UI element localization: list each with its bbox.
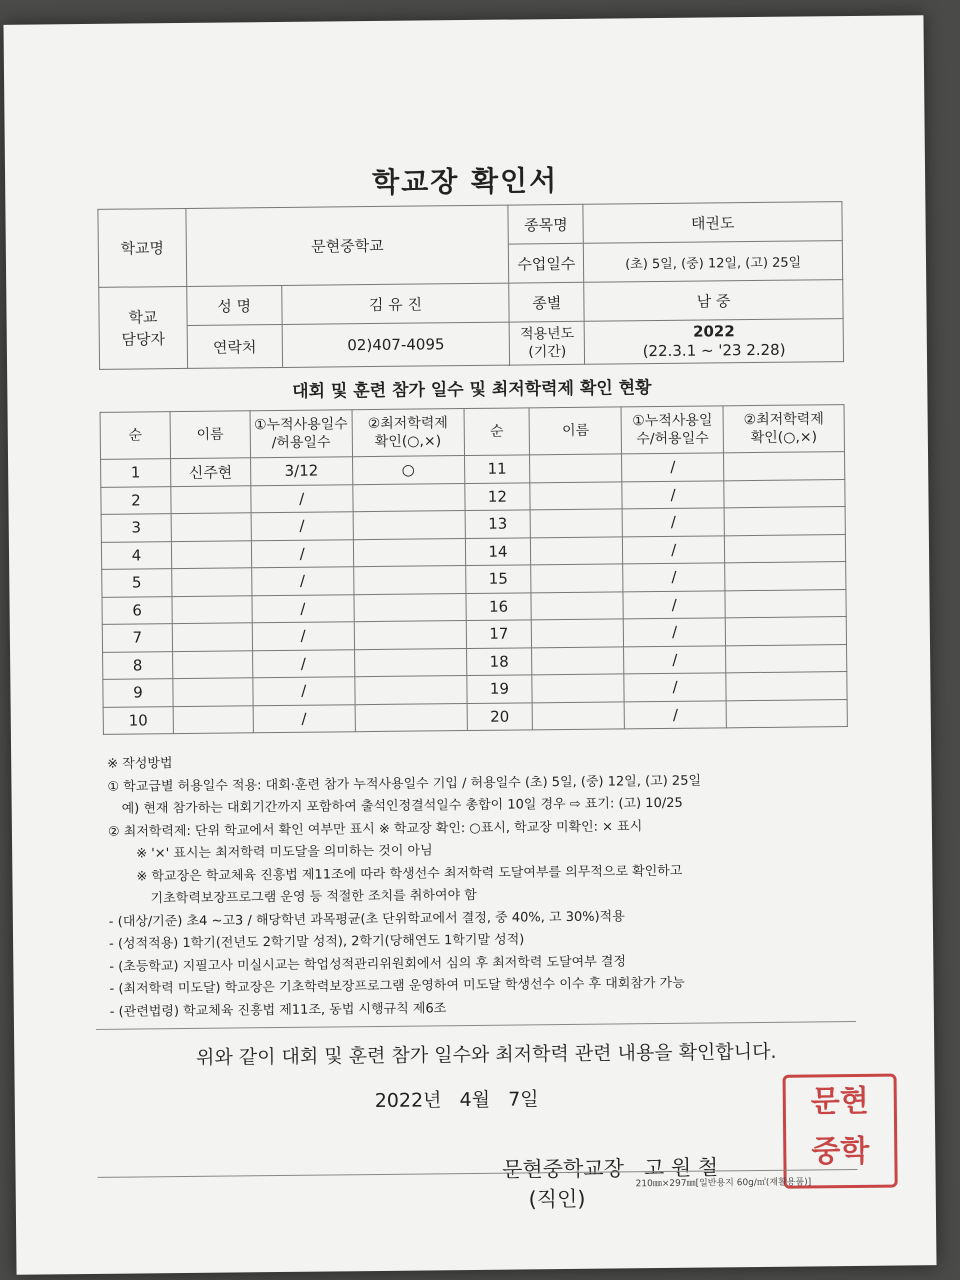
achievement-check (724, 534, 845, 563)
notes-heading: ※ 작성방법 (107, 756, 173, 772)
roster-header-cell: 이름 (170, 411, 250, 459)
days-used: / (624, 673, 726, 702)
student-name (530, 481, 622, 509)
student-name (172, 623, 252, 651)
school-info-table (97, 201, 844, 370)
achievement-check (724, 507, 845, 536)
achievement-check (726, 644, 847, 673)
row-number: 13 (465, 510, 531, 538)
contact-label: 연락처 (187, 324, 282, 368)
row-number: 5 (102, 569, 172, 597)
student-name (532, 619, 624, 647)
official-seal-stamp: 문현 중학 (783, 1074, 898, 1189)
student-name (532, 674, 624, 702)
row-number: 7 (102, 624, 172, 652)
instructions (107, 746, 870, 1024)
days-used: / (622, 508, 724, 537)
note-2: ② 최저학력제: 단위 학교에서 확인 여부만 표시 ※ 학교장 확인: ○표시, 학교장 미확인: × 표시 (107, 818, 643, 840)
note-2a: ※ '×' 표시는 최저학력 미도달을 의미하는 것이 아님 (136, 843, 433, 862)
row-number: 12 (464, 482, 530, 510)
roster-header-cell: ①누적사용일 수/허용일수 (621, 406, 723, 454)
achievement-check (355, 703, 467, 732)
row-number: 9 (103, 679, 173, 707)
contact-value: 02)407-4095 (282, 322, 510, 367)
school-label: 학교명 (98, 208, 187, 287)
student-name (173, 678, 253, 706)
gender-value: 남 중 (584, 280, 843, 322)
sport-value: 태권도 (583, 202, 842, 244)
days-used: / (623, 535, 725, 564)
days-used: / (623, 563, 725, 592)
detail-3: - (초등학교) 지필고사 미실시교는 학업성적관리위원회에서 심의 후 최저학력 도달여부 결정 (109, 953, 627, 975)
achievement-check (354, 593, 466, 622)
note-1: ① 학교급별 허용일수 적용: 대회·훈련 참가 누적사용일수 기입 / 허용일수 (초) 5일, (중) 12일, (고) 25일 (107, 773, 702, 795)
achievement-check (353, 511, 465, 540)
year-label: 적용년도 (기간) (510, 321, 585, 365)
days-used: / (251, 512, 353, 541)
days-used: / (624, 645, 726, 674)
days-used: / (622, 453, 724, 482)
roster-header-cell: ①누적사용일수 /허용일수 (250, 410, 352, 458)
days-used: / (624, 618, 726, 647)
achievement-check (725, 617, 846, 646)
note-1-example: 예) 현재 참가하는 대회기간까지 포함하여 출석인정결석일수 총합이 10일 경우 ⇨ 표기: (고) 10/25 (121, 795, 683, 817)
achievement-check (724, 452, 845, 481)
days-used: / (251, 484, 353, 513)
manager-label: 학교 담당자 (99, 286, 188, 369)
roster-header-row (100, 405, 844, 460)
paper-spec: 210㎜×297㎜[일반용지 60g/㎡(재활용품)] (635, 1177, 812, 1190)
row-number: 14 (465, 537, 531, 565)
days-used: 3/12 (250, 457, 352, 486)
row-number: 3 (101, 514, 171, 542)
detail-5: - (관련법령) 학교체육 진흥법 제11조, 동법 시행규칙 제6조 (109, 1000, 447, 1020)
student-name (532, 646, 624, 674)
row-number: 20 (467, 702, 533, 730)
period-value: (22.3.1 ~ '23 2.28) (642, 340, 786, 361)
student-name (173, 705, 253, 733)
roster-header-cell: ②최저학력제 확인(○,×) (723, 405, 844, 453)
achievement-check (724, 479, 845, 508)
roster-header-cell: 순 (100, 412, 170, 460)
days-used: / (623, 590, 725, 619)
achievement-check: ○ (352, 456, 464, 485)
student-name (530, 454, 622, 482)
confirm-statement: 위와 같이 대회 및 훈련 참가 일수와 최저학력 관련 내용을 확인합니다. (196, 1040, 777, 1069)
days-used: / (622, 480, 724, 509)
row-number: 17 (466, 620, 532, 648)
row-number: 16 (465, 592, 531, 620)
roster-subtitle: 대회 및 훈련 참가 일수 및 최저학력제 확인 현황 (292, 378, 652, 402)
days-used: / (624, 700, 726, 729)
document-title: 학교장 확인서 (371, 164, 559, 199)
achievement-check (352, 483, 464, 512)
achievement-check (353, 566, 465, 595)
days-used: / (252, 649, 354, 678)
name-label: 성 명 (187, 285, 282, 325)
year-cell (584, 319, 843, 365)
student-name (171, 513, 251, 541)
roster-header-cell: 이름 (529, 407, 621, 455)
student-name (171, 540, 251, 568)
achievement-check (726, 699, 847, 728)
row-number: 1 (101, 459, 171, 487)
achievement-check (725, 589, 846, 618)
year-value: 2022 (692, 322, 735, 341)
student-name (531, 564, 623, 592)
days-used: / (251, 567, 353, 596)
row-number: 11 (464, 455, 530, 483)
row-number: 8 (103, 651, 173, 679)
student-name (531, 509, 623, 537)
student-name (533, 701, 625, 729)
student-name (531, 591, 623, 619)
row-number: 18 (466, 647, 532, 675)
sport-label: 종목명 (508, 204, 583, 244)
issue-date: 2022년 4월 7일 (374, 1088, 539, 1113)
student-name: 신주현 (170, 458, 250, 486)
class-days-label: 수업일수 (509, 243, 584, 283)
row-number: 15 (465, 565, 531, 593)
achievement-check (354, 676, 466, 705)
student-name (531, 536, 623, 564)
class-days-value: (초) 5일, (중) 12일, (고) 25일 (584, 241, 843, 283)
roster-header-cell: ②최저학력제 확인(○,×) (352, 409, 464, 457)
manager-name: 김 유 진 (281, 283, 509, 324)
detail-4: - (최저학력 미도달) 학교장은 기초학력보장프로그램 운영하여 미도달 학생선수 이수 후 대회참가 가능 (109, 975, 685, 997)
row-number: 6 (102, 596, 172, 624)
school-name: 문현중학교 (186, 205, 509, 286)
student-name (172, 595, 252, 623)
note-2b-cont: 기초학력보장프로그램 운영 등 적절한 조치를 취하여야 함 (150, 887, 477, 907)
detail-2: - (성적적용) 1학기(전년도 2학기말 성적), 2학기(당해연도 1학기말 성적) (109, 932, 525, 952)
student-name (172, 568, 252, 596)
achievement-check (354, 648, 466, 677)
row-number: 4 (101, 541, 171, 569)
student-name (171, 485, 251, 513)
achievement-check (354, 621, 466, 650)
row-number: 19 (466, 675, 532, 703)
principal-name: 문현중학교장 고 원 철 (502, 1155, 719, 1182)
days-used: / (251, 539, 353, 568)
days-used: / (252, 594, 354, 623)
days-used: / (253, 704, 355, 733)
seal-label: (직인) (528, 1186, 586, 1212)
days-used: / (253, 677, 355, 706)
days-used: / (252, 622, 354, 651)
gender-label: 종별 (509, 282, 584, 322)
detail-1: - (대상/기준) 초4 ~고3 / 해당학년 과목평균(초 단위학교에서 결정, 중 40%, 고 30%)적용 (108, 908, 625, 930)
note-2b: ※ 학교장은 학교체육 진흥법 제11조에 따라 학생선수 최저학력 도달여부를 의무적으로 확인하고 (136, 863, 683, 885)
achievement-check (726, 672, 847, 701)
achievement-check (725, 562, 846, 591)
achievement-check (353, 538, 465, 567)
student-name (172, 650, 252, 678)
roster-body (101, 452, 848, 735)
roster-table (100, 404, 848, 735)
row-number: 10 (103, 706, 173, 734)
row-number: 2 (101, 486, 171, 514)
roster-header-cell: 순 (464, 408, 530, 456)
document-paper (3, 15, 936, 1275)
